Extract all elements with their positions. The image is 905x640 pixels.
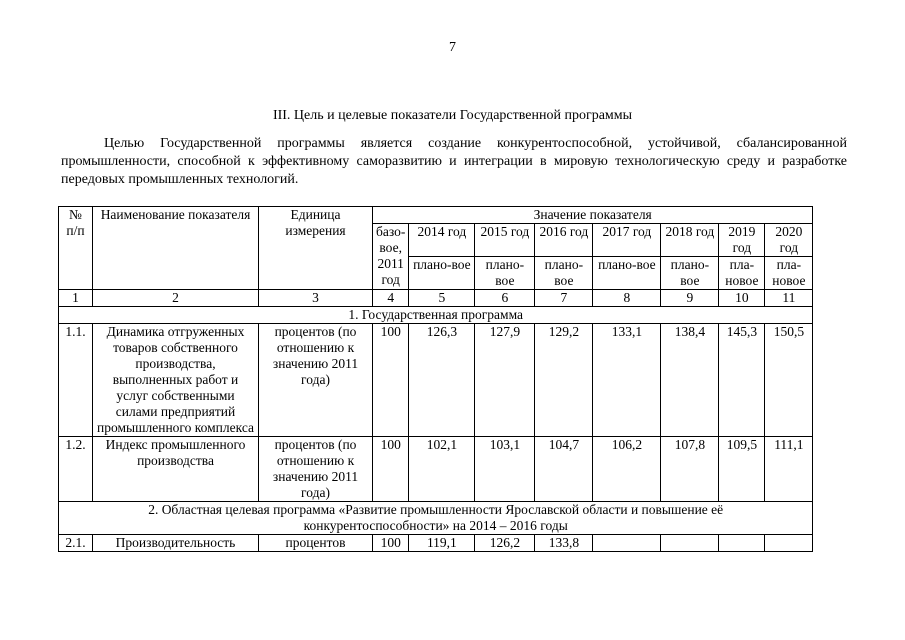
column-number: 5 [409, 290, 475, 307]
value-cell: 133,8 [535, 535, 593, 552]
value-cell: 100 [373, 437, 409, 502]
table-row [59, 437, 813, 502]
value-cell: 119,1 [409, 535, 475, 552]
col-2015-year: 2015 год [475, 224, 535, 257]
col-2018-year: 2018 год [661, 224, 719, 257]
section-heading: 2. Областная целевая программа «Развитие промышленности Ярославской области и повышение её конкурентоспособности» на 2014 – 2016 годы [59, 502, 813, 535]
value-cell: 102,1 [409, 437, 475, 502]
value-cell: 145,3 [719, 324, 765, 437]
intro-paragraph: Целью Государственной программы является создание конкурентоспособной, устойчивой, сбалансированной промышленности, способной к эффективному саморазвитию и интеграции в мировую технологическую среду и разработке передовых промышленных технологий. [61, 136, 847, 187]
value-cell [765, 535, 813, 552]
value-cell: 100 [373, 324, 409, 437]
section-title: III. Цель и целевые показатели Государственной программы [272, 108, 633, 123]
column-number: 8 [593, 290, 661, 307]
column-number: 11 [765, 290, 813, 307]
column-number: 1 [59, 290, 93, 307]
column-number: 6 [475, 290, 535, 307]
col-number-header: № п/п [59, 207, 93, 290]
value-cell: 133,1 [593, 324, 661, 437]
col-2017-type: плано-вое [593, 257, 661, 290]
col-2019-type: пла-новое [719, 257, 765, 290]
section-row-2 [59, 502, 813, 535]
indicator-name: Производительность [93, 535, 259, 552]
indicator-unit: процентов [259, 535, 373, 552]
value-cell: 100 [373, 535, 409, 552]
column-number: 2 [93, 290, 259, 307]
value-cell: 111,1 [765, 437, 813, 502]
col-unit-header: Единица измерения [259, 207, 373, 290]
column-number: 10 [719, 290, 765, 307]
col-2017-year: 2017 год [593, 224, 661, 257]
col-2016-year: 2016 год [535, 224, 593, 257]
col-2015-type: плано-вое [475, 257, 535, 290]
col-2014-year: 2014 год [409, 224, 475, 257]
indicator-name: Индекс промышленного производства [93, 437, 259, 502]
value-cell: 126,3 [409, 324, 475, 437]
column-number: 4 [373, 290, 409, 307]
value-cell: 138,4 [661, 324, 719, 437]
col-2020-type: пла-новое [765, 257, 813, 290]
section-heading: 1. Государственная программа [59, 307, 813, 324]
column-number: 7 [535, 290, 593, 307]
value-cell: 107,8 [661, 437, 719, 502]
value-cell: 109,5 [719, 437, 765, 502]
indicator-unit: процентов (по отношению к значению 2011 года) [259, 437, 373, 502]
value-cell [719, 535, 765, 552]
value-group-header: Значение показателя [373, 207, 813, 224]
col-2020-year: 2020 год [765, 224, 813, 257]
col-name-header: Наименование показателя [93, 207, 259, 290]
row-number: 1.2. [59, 437, 93, 502]
column-number: 9 [661, 290, 719, 307]
indicator-name: Динамика отгруженных товаров собственного производства, выполненных работ и услуг собственными силами предприятий промышленного комплекса [93, 324, 259, 437]
row-number: 1.1. [59, 324, 93, 437]
col-2016-type: плано-вое [535, 257, 593, 290]
value-cell: 103,1 [475, 437, 535, 502]
value-cell: 104,7 [535, 437, 593, 502]
value-cell: 127,9 [475, 324, 535, 437]
indicators-table [58, 206, 813, 552]
value-cell: 129,2 [535, 324, 593, 437]
column-numbers-row [59, 290, 813, 307]
col-2019-year: 2019 год [719, 224, 765, 257]
header-row-1 [59, 207, 813, 224]
row-number: 2.1. [59, 535, 93, 552]
value-cell: 150,5 [765, 324, 813, 437]
column-number: 3 [259, 290, 373, 307]
col-2014-type: плано-вое [409, 257, 475, 290]
value-cell [593, 535, 661, 552]
section-row-1 [59, 307, 813, 324]
table-row [59, 324, 813, 437]
value-cell: 126,2 [475, 535, 535, 552]
col-2018-type: плано-вое [661, 257, 719, 290]
indicator-unit: процентов (по отношению к значению 2011 года) [259, 324, 373, 437]
value-cell: 106,2 [593, 437, 661, 502]
page-number: 7 [449, 40, 456, 55]
table-row [59, 535, 813, 552]
value-cell [661, 535, 719, 552]
col-base-2011-header: базо-вое, 2011 год [373, 224, 409, 290]
